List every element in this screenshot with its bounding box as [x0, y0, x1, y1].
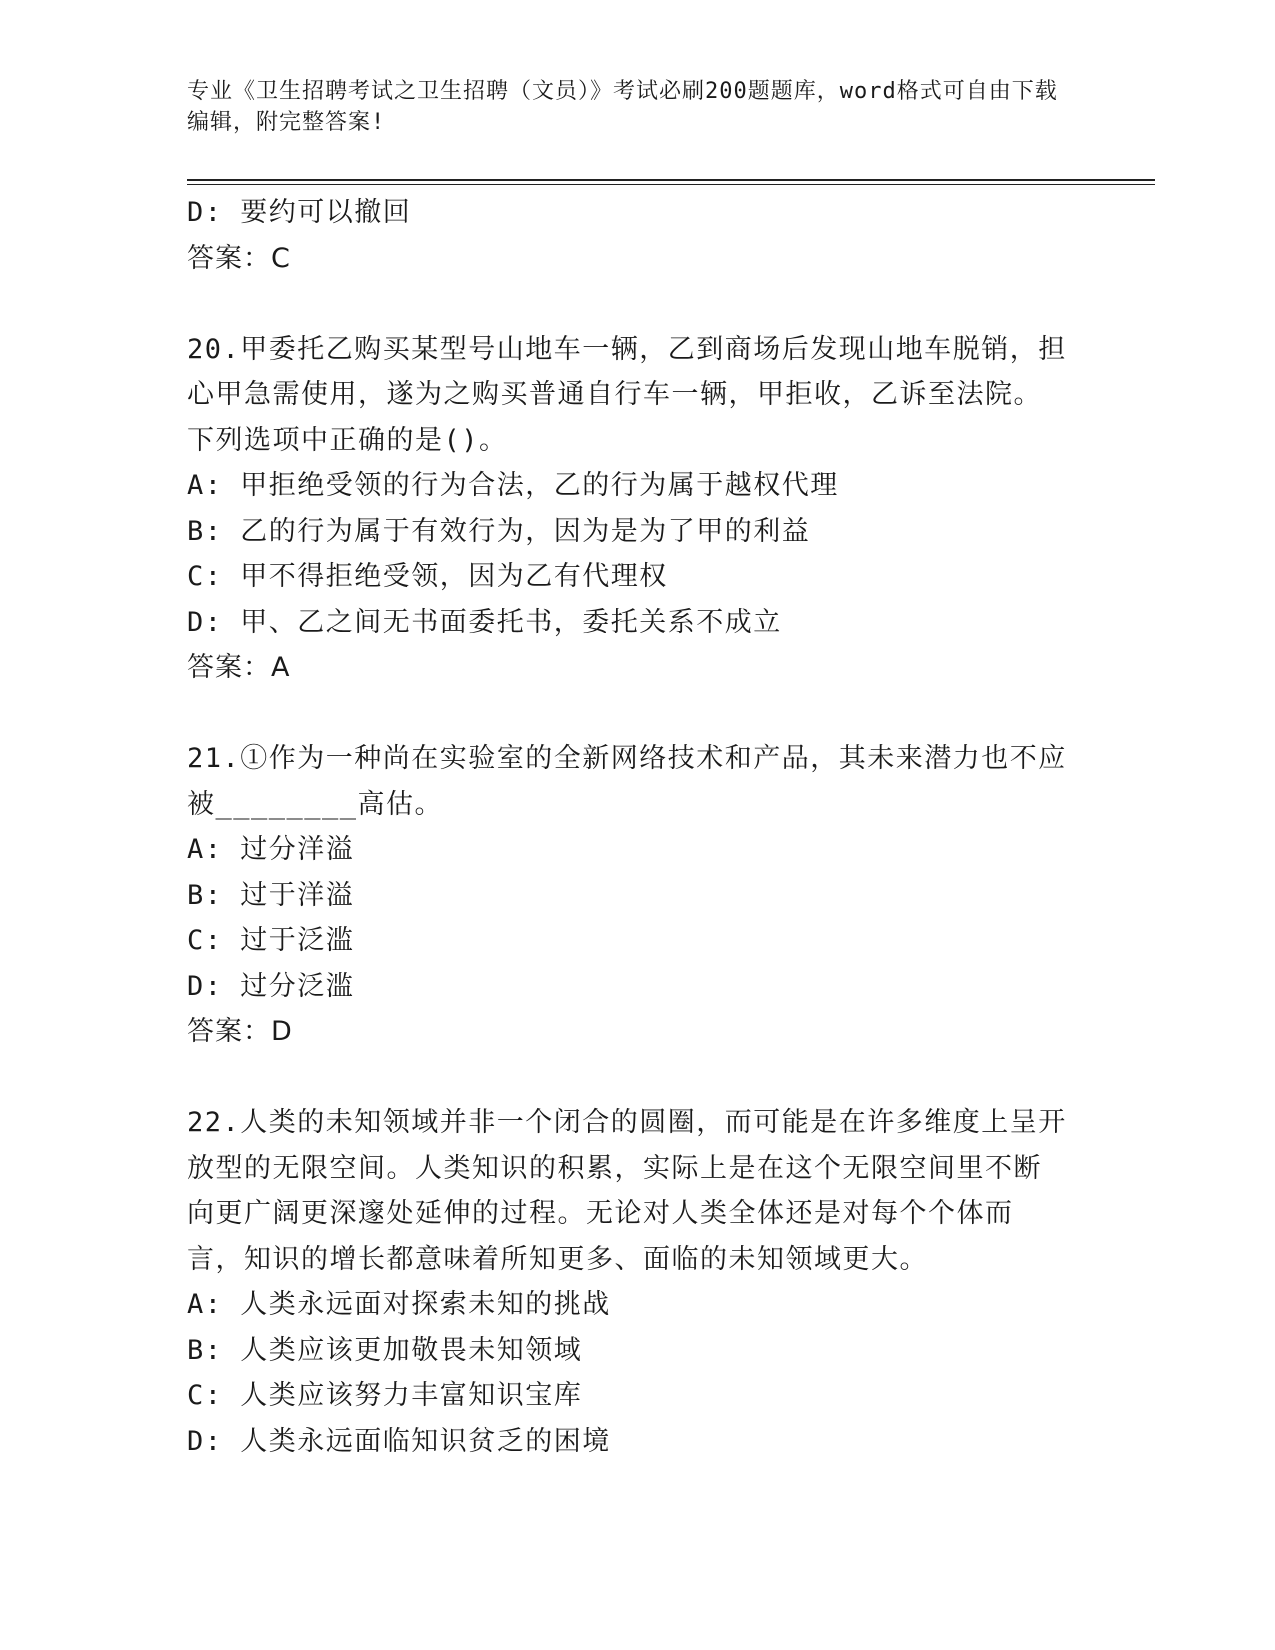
- q22-option-a: A: 人类永远面对探索未知的挑战: [187, 1289, 611, 1320]
- q21-option-b: B: 过于洋溢: [187, 879, 355, 911]
- q20-option-a: A: 甲拒绝受领的行为合法，乙的行为属于越权代理: [187, 470, 839, 501]
- prev-answer: 答案：C: [187, 242, 291, 274]
- q22-option-b: B: 人类应该更加敬畏未知领域: [187, 1334, 583, 1366]
- q20-option-d: D: 甲、乙之间无书面委托书，委托关系不成立: [187, 606, 782, 638]
- q21-option-a: A: 过分洋溢: [187, 834, 355, 865]
- spacer: [187, 1055, 1087, 1101]
- spacer: [187, 691, 1087, 737]
- document-header: 专业《卫生招聘考试之卫生招聘（文员）》考试必刷200题题库，word格式可自由下载编辑，附完整答案!: [187, 79, 1058, 135]
- header-divider-thin: [187, 184, 1155, 185]
- q22-option-d: D: 人类永远面临知识贫乏的困境: [187, 1425, 611, 1457]
- q20-option-b: B: 乙的行为属于有效行为，因为是为了甲的利益: [187, 515, 811, 547]
- q22-option-c: C: 人类应该努力丰富知识宝库: [187, 1380, 583, 1411]
- q21-stem: 21.①作为一种尚在实验室的全新网络技术和产品，其未来潜力也不应被________高估。: [187, 743, 1067, 820]
- q20-stem: 20.甲委托乙购买某型号山地车一辆，乙到商场后发现山地车脱销，担心甲急需使用，遂为之购买普通自行车一辆，甲拒收，乙诉至法院。下列选项中正确的是()。: [187, 333, 1067, 456]
- prev-option-d: D: 要约可以撤回: [187, 197, 412, 228]
- q21-answer: 答案：D: [187, 1016, 293, 1047]
- q22-stem: 22.人类的未知领域并非一个闭合的圆圈，而可能是在许多维度上呈开放型的无限空间。人类知识的积累，实际上是在这个无限空间里不断向更广阔更深邃处延伸的过程。无论对人类全体还是对每个个体而言，知识的增长都意味着所知更多、面临的未知领域更大。: [187, 1107, 1067, 1275]
- spacer: [187, 281, 1087, 327]
- q21-option-c: C: 过于泛滥: [187, 925, 355, 956]
- q20-option-c: C: 甲不得拒绝受领，因为乙有代理权: [187, 561, 668, 592]
- question-content: [187, 190, 1087, 1464]
- q20-answer: 答案：A: [187, 652, 291, 683]
- header-divider: [187, 179, 1155, 181]
- q21-option-d: D: 过分泛滥: [187, 970, 355, 1002]
